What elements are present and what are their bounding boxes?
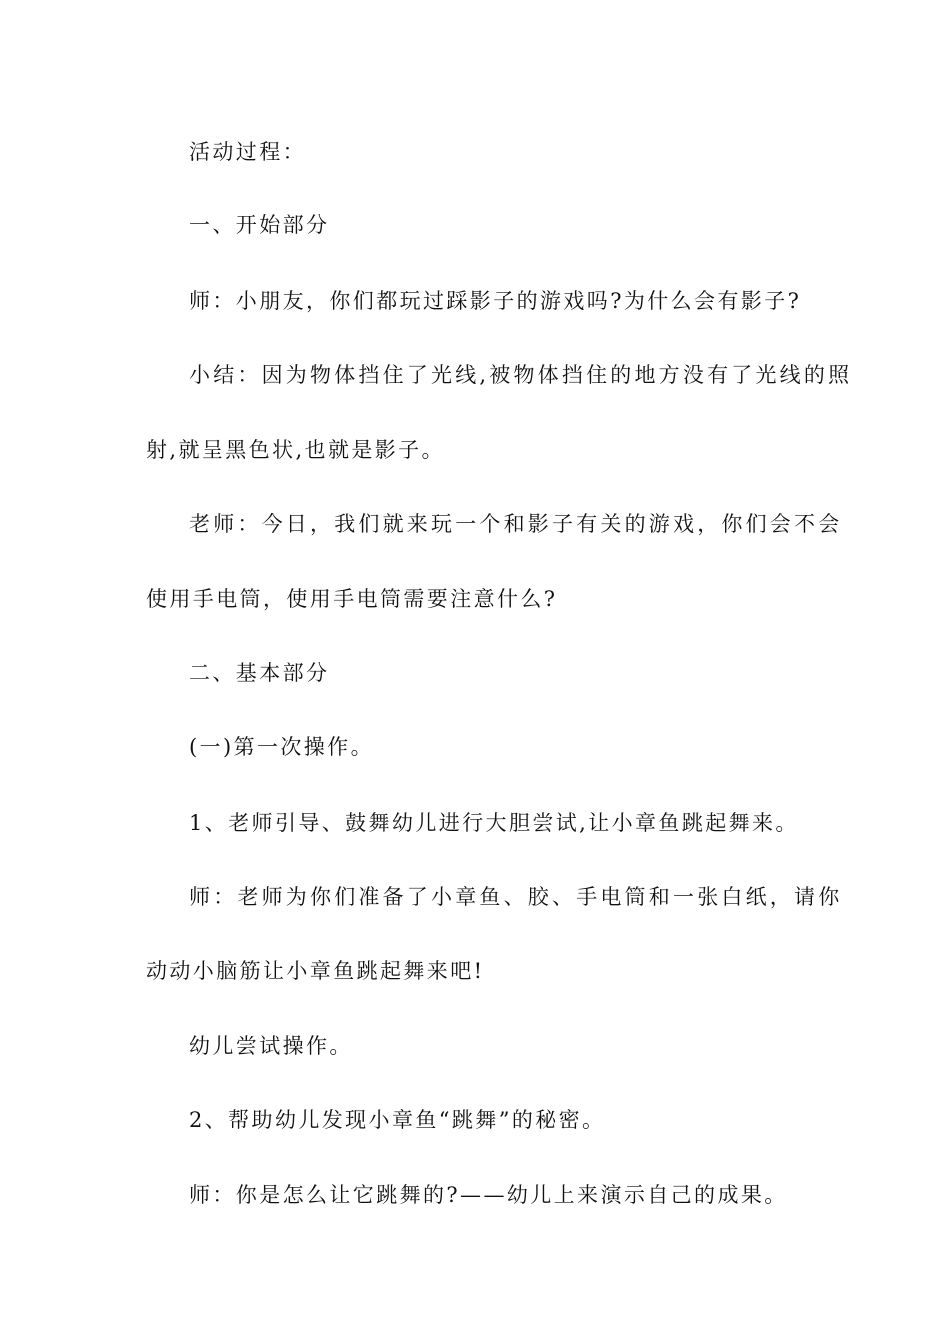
text-line-summary-continued: 射,就呈黑色状,也就是影子。 (146, 438, 445, 462)
text-line-step-2: 2、帮助幼儿发现小章鱼“跳舞”的秘密。 (189, 1108, 606, 1132)
text-line-step-1: 1、老师引导、鼓舞幼儿进行大胆尝试,让小章鱼跳起舞来。 (189, 811, 799, 835)
text-line-children-try: 幼儿尝试操作。 (189, 1034, 353, 1058)
text-line-summary: 小结：因为物体挡住了光线,被物体挡住的地方没有了光线的照 (189, 363, 853, 387)
heading-basic-section: 二、基本部分 (189, 661, 330, 685)
text-line-teacher-question: 师：小朋友，你们都玩过踩影子的游戏吗?为什么会有影子? (189, 289, 802, 313)
text-line-flashlight-question: 使用手电筒，使用手电筒需要注意什么? (146, 587, 558, 611)
text-line-teacher-how: 师：你是怎么让它跳舞的?——幼儿上来演示自己的成果。 (189, 1183, 788, 1207)
text-line-teacher-materials: 师：老师为你们准备了小章鱼、胶、手电筒和一张白纸，请你 (189, 885, 843, 909)
text-line-activity-process: 活动过程： (189, 140, 306, 164)
heading-start-section: 一、开始部分 (189, 213, 330, 237)
text-line-teacher-today: 老师：今日，我们就来玩一个和影子有关的游戏，你们会不会 (189, 512, 843, 536)
text-line-first-operation: (一)第一次操作。 (189, 735, 374, 759)
text-line-materials-continued: 动动小脑筋让小章鱼跳起舞来吧! (146, 959, 485, 983)
